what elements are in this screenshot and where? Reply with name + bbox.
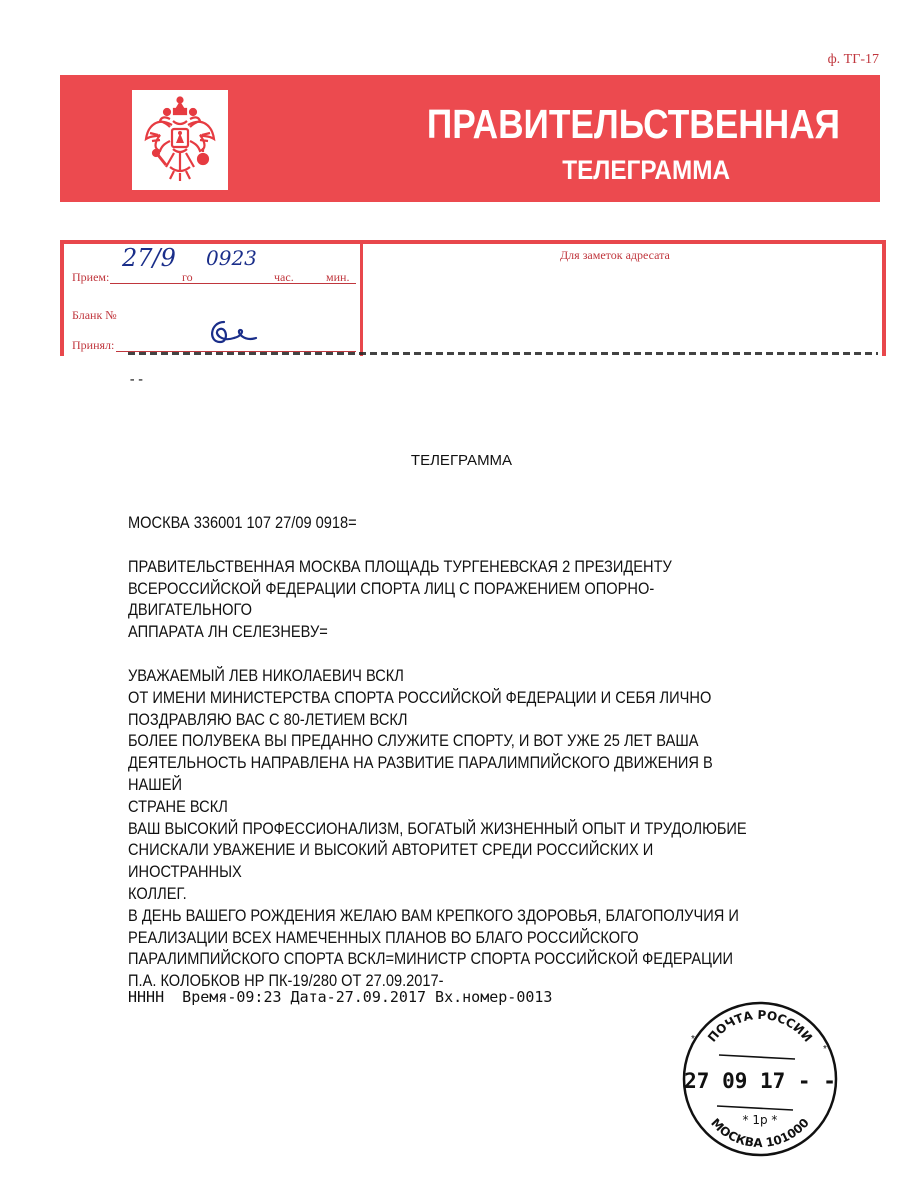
postmark-date: 27 09 17 - - — [684, 1069, 836, 1093]
postmark-star-right: * — [823, 1044, 827, 1055]
postmark-office: * 1р * — [742, 1113, 778, 1127]
day-label: го — [182, 270, 193, 284]
address-line: ПРАВИТЕЛЬСТВЕННАЯ МОСКВА ПЛОЩАДЬ ТУРГЕНЕВСКАЯ 2 ПРЕЗИДЕНТУ — [128, 556, 672, 576]
body-line: ВАШ ВЫСОКИЙ ПРОФЕССИОНАЛИЗМ, БОГАТЫЙ ЖИЗНЕННЫЙ ОПЫТ И ТРУДОЛЮБИЕ — [128, 818, 747, 838]
body-line: КОЛЛЕГ. — [128, 883, 187, 903]
reception-fields — [64, 244, 363, 356]
postmark-stamp — [673, 998, 847, 1160]
hour-label: час. — [274, 270, 294, 284]
postmark-bottom-text: МОСКВА 101000 — [708, 1115, 812, 1151]
body-line: НАШЕЙ — [128, 774, 182, 794]
address-line: ДВИГАТЕЛЬНОГО — [128, 600, 252, 620]
banner-subtitle: ТЕЛЕГРАММА — [562, 155, 730, 185]
russian-coat-of-arms-icon — [140, 95, 220, 185]
received-line — [110, 283, 356, 284]
postmark-star-left: * — [691, 1034, 695, 1045]
notes-label: Для заметок адресата — [560, 248, 670, 262]
body-line: УВАЖАЕМЫЙ ЛЕВ НИКОЛАЕВИЧ ВСКЛ — [128, 665, 404, 685]
body-line: П.А. КОЛОБКОВ НР ПК-19/280 ОТ 27.09.2017- — [128, 971, 444, 991]
blank-number-label: Бланк № — [72, 308, 117, 322]
handwritten-time: 0923 — [206, 246, 257, 270]
spacer — [128, 534, 782, 556]
body-line: В ДЕНЬ ВАШЕГО РОЖДЕНИЯ ЖЕЛАЮ ВАМ КРЕПКОГО ЗДОРОВЬЯ, БЛАГОПОЛУЧИЯ И — [128, 905, 739, 925]
body-line: БОЛЕЕ ПОЛУВЕКА ВЫ ПРЕДАННО СЛУЖИТЕ СПОРТУ, И ВОТ УЖЕ 25 ЛЕТ ВАША — [128, 731, 699, 751]
address-line: ВСЕРОССИЙСКОЙ ФЕДЕРАЦИИ СПОРТА ЛИЦ С ПОРАЖЕНИЕМ ОПОРНО- — [128, 578, 655, 598]
minutes-label: мин. — [326, 270, 350, 284]
telegram-header-line: МОСКВА 336001 107 27/09 0918= — [128, 513, 357, 532]
spacer — [128, 643, 782, 665]
accepted-label: Принял: — [72, 338, 115, 352]
header-banner — [60, 75, 880, 202]
separator-tail: -- — [128, 372, 145, 388]
body-line: ПОЗДРАВЛЯЮ ВАС С 80-ЛЕТИЕМ ВСКЛ — [128, 709, 408, 729]
body-line: ДЕЯТЕЛЬНОСТЬ НАПРАВЛЕНА НА РАЗВИТИЕ ПАРАЛИМПИЙСКОГО ДВИЖЕНИЯ В — [128, 753, 713, 773]
telegram-heading: ТЕЛЕГРАММА — [410, 452, 513, 469]
form-code: ф. ТГ-17 — [827, 52, 879, 67]
body-line: ПАРАЛИМПИЙСКОГО СПОРТА ВСКЛ=МИНИСТР СПОРТА РОССИЙСКОЙ ФЕДЕРАЦИИ — [128, 949, 734, 969]
address-line: АППАРАТА ЛН СЕЛЕЗНЕВУ= — [128, 622, 328, 642]
body-line: СТРАНЕ ВСКЛ — [128, 796, 228, 816]
telegram-body — [128, 512, 782, 992]
received-label: Прием: — [72, 270, 110, 284]
body-line: СНИСКАЛИ УВАЖЕНИЕ И ВЫСОКИЙ АВТОРИТЕТ СРЕДИ РОССИЙСКИХ И — [128, 840, 654, 860]
postmark-top-text: ПОЧТА РОССИИ — [705, 1007, 815, 1045]
perforation-dashes — [128, 352, 878, 355]
body-line: ОТ ИМЕНИ МИНИСТЕРСТВА СПОРТА РОССИЙСКОЙ ФЕДЕРАЦИИ И СЕБЯ ЛИЧНО — [128, 687, 712, 707]
banner-title: ПРАВИТЕЛЬСТВЕННАЯ — [426, 101, 840, 147]
body-line: ИНОСТРАННЫХ — [128, 862, 242, 882]
reception-form — [60, 240, 886, 356]
telegram-footer: НННН Время-09:23 Дата-27.09.2017 Вх.номер-0013 — [128, 988, 553, 1006]
body-line: РЕАЛИЗАЦИИ ВСЕХ НАМЕЧЕННЫХ ПЛАНОВ ВО БЛАГО РОССИЙСКОГО — [128, 927, 639, 947]
operator-signature — [204, 316, 264, 348]
handwritten-date: 27/9 — [122, 244, 176, 272]
emblem-box — [132, 90, 228, 190]
